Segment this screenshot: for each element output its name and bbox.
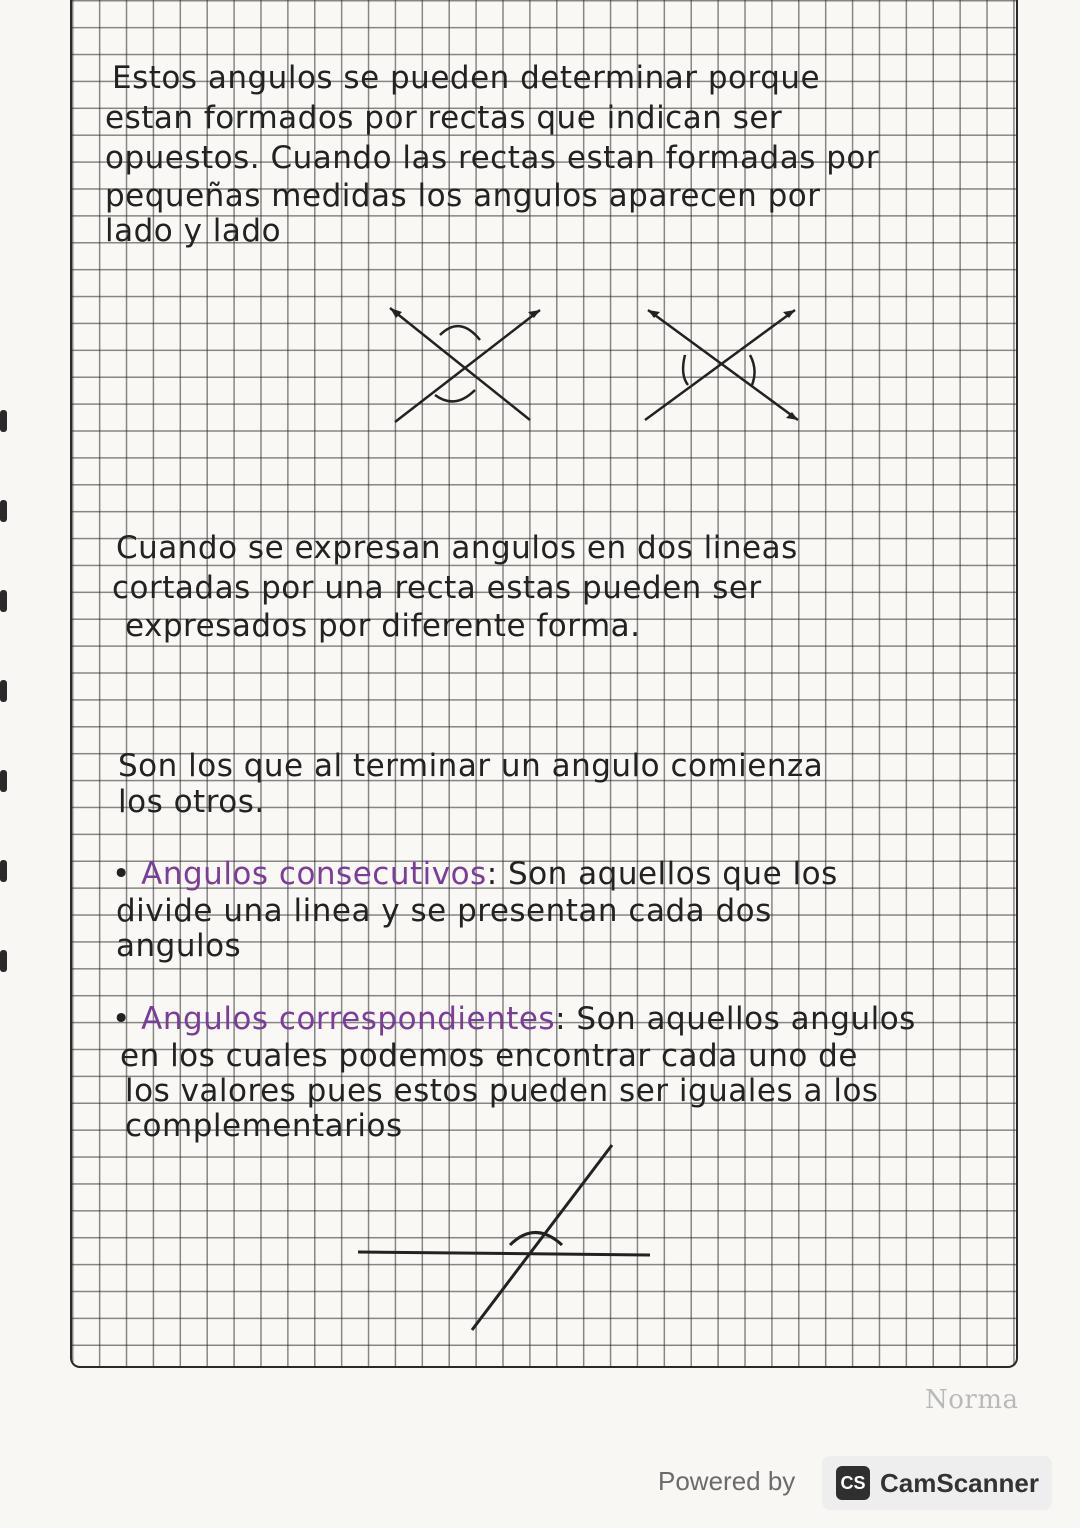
text-line: Son los que al terminar un angulo comienza (118, 748, 824, 784)
text-line: pequeñas medidas los angulos aparecen por (105, 178, 821, 214)
bullet-correspondientes: • Angulos correspondientes: Son aquellos angulos (112, 1001, 916, 1037)
text-line: lado y lado (105, 213, 282, 249)
angle-arc (750, 355, 755, 385)
figure-line (358, 1252, 650, 1255)
text-line: cortadas por una recta estas pueden ser (112, 570, 762, 606)
figure-line (648, 310, 798, 420)
figure-line (390, 308, 530, 420)
bullet-consecutivos: • Angulos consecutivos: Son aquellos que los (112, 856, 838, 892)
angle-arc (440, 326, 480, 340)
text-line: en los cuales podemos encontrar cada uno de (120, 1038, 858, 1074)
brand-logo: Norma (925, 1385, 1019, 1415)
figure-line (472, 1145, 612, 1330)
term-highlight: Angulos correspondientes (141, 1001, 556, 1037)
camscanner-icon: CS (836, 1466, 870, 1500)
text-line: expresados por diferente forma. (125, 608, 641, 644)
text-line: Estos angulos se pueden determinar porque (112, 60, 821, 96)
text-line: estan formados por rectas que indican ser (105, 100, 783, 136)
text-line: opuestos. Cuando las rectas estan formadas por (105, 140, 880, 176)
camscanner-name: CamScanner (880, 1468, 1039, 1498)
figure-line (645, 310, 795, 420)
text-line: Cuando se expresan angulos en dos lineas (116, 530, 798, 566)
text-line: divide una linea y se presentan cada dos (116, 893, 772, 929)
transversal-diagram (350, 1135, 660, 1335)
powered-by-label: Powered by (658, 1466, 796, 1496)
text-line: complementarios (125, 1108, 403, 1144)
angle-arc (683, 355, 688, 385)
text-line: los valores pues estos pueden ser iguales a los (125, 1073, 879, 1109)
text-line: los otros. (118, 784, 265, 820)
camscanner-badge[interactable] (822, 1456, 1052, 1510)
text-line: angulos (116, 928, 242, 964)
angle-arc (435, 390, 475, 401)
figure-line (395, 310, 540, 422)
opposite-angles-diagram (380, 300, 810, 435)
term-highlight: Angulos consecutivos (141, 856, 487, 892)
